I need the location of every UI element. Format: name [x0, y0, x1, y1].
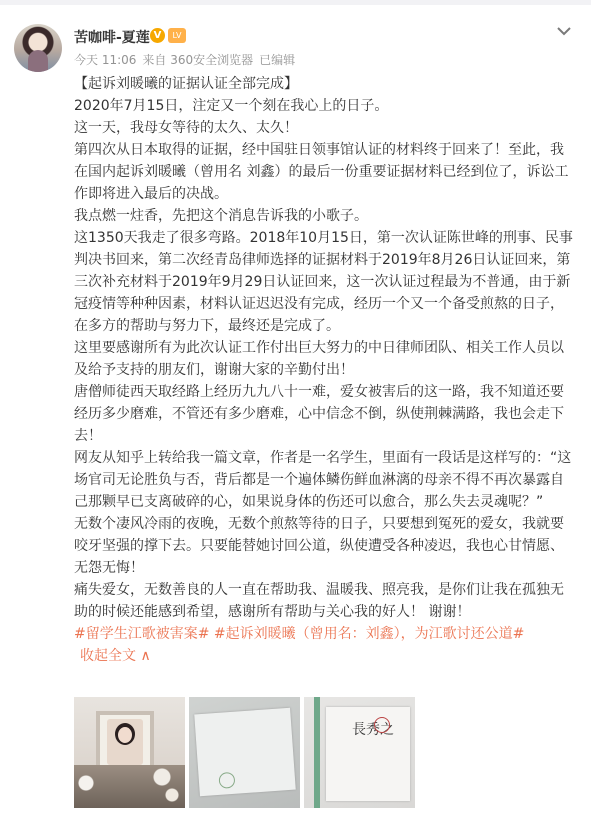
- post-paragraph: 唐僧师徒西天取经路上经历九九八十一难，爱女被害后的这一路，我不知道还要经历多少磨难，不管还有多少磨难，心中信念不倒，纵使荆棘满路，我也会走下去！: [74, 384, 564, 444]
- avatar[interactable]: [14, 24, 62, 72]
- post-paragraph: 痛失爱女，无数善良的人一直在帮助我、温暖我、照亮我，是你们让我在孤独无助的时候还能感到希望，感谢所有帮助与关心我的好人！ 谢谢！: [74, 582, 564, 620]
- seal-text: 長秀之: [352, 722, 394, 738]
- portrait-image: [107, 719, 143, 765]
- post-source: 来自 360安全浏览器: [142, 53, 254, 67]
- post-paragraph: 这1350天我走了很多弯路。2018年10月15日，第一次认证陈世峰的刑事、民事判决书回来，第二次经青岛律师选择的证据材料于2019年8月26日认证回来，第三次补充材料于2019年9月29日认证回来，这一次认证过程最为不普通，由于新冠疫情等种种因素，材料认证迟迟没有完成，经历一个又一个备受煎熬的日子，在多方的帮助与努力下，最终还是完成了。: [74, 230, 573, 334]
- post-paragraph: 网友从知乎上转给我一篇文章，作者是一名学生，里面有一段话是这样写的：“这场官司无论胜负与否，背后都是一个遍体鳞伤鲜血淋漓的母亲不得不再次暴露自己那颗早已支离破碎的心，如果说身体的伤还可以愈合，那么失去灵魂呢？”: [74, 450, 572, 510]
- ribbon-image: [314, 697, 320, 808]
- seal-stamp-icon: [374, 717, 390, 733]
- post-content: [74, 73, 574, 667]
- user-name[interactable]: 苦咖啡-夏莲: [74, 30, 150, 46]
- post-time[interactable]: 今天 11:06: [74, 53, 137, 67]
- post-paragraph: 2020年7月15日，注定又一个刻在我心上的日子。: [74, 98, 389, 114]
- image-thumbnail[interactable]: [74, 697, 185, 808]
- image-thumbnail[interactable]: [189, 697, 300, 808]
- level-badge-icon: LV: [168, 28, 186, 43]
- topic-tags[interactable]: #留学生江歌被害案# #起诉刘暖曦（曾用名：刘鑫），为江歌讨还公道#: [74, 626, 525, 642]
- verified-badge-icon: V: [150, 28, 165, 43]
- post-title: 【起诉刘暖曦的证据认证全部完成】: [74, 76, 298, 92]
- edited-label[interactable]: 已编辑: [259, 53, 296, 67]
- chevron-down-icon[interactable]: [555, 24, 573, 38]
- document-image: [194, 708, 295, 796]
- post-paragraph: 这一天，我母女等待的太久、太久！: [74, 120, 298, 136]
- post-paragraph: 我点燃一炷香，先把这个消息告诉我的小歌子。: [74, 208, 368, 224]
- post-paragraph: 这里要感谢所有为此次认证工作付出巨大努力的中日律师团队、相关工作人员以及给予支持的朋友们，谢谢大家的辛勤付出！: [74, 340, 564, 378]
- flowers-image: [74, 765, 185, 808]
- post-paragraph: 第四次从日本取得的证据，经中国驻日领事馆认证的材料终于回来了！至此，我在国内起诉刘暖曦（曾用名 刘鑫）的最后一份重要证据材料已经到位了，诉讼工作即将进入最后的决战。: [74, 142, 569, 202]
- image-thumbnail[interactable]: [304, 697, 415, 808]
- collapse-button[interactable]: 收起全文 ∧: [80, 648, 151, 664]
- post-paragraph: 无数个凄风冷雨的夜晚，无数个煎熬等待的日子，只要想到冤死的爱女，我就要咬牙坚强的撑下去。只要能替她讨回公道，纵使遭受各种凌迟，我也心甘情愿、无怨无悔！: [74, 516, 564, 576]
- top-divider: [0, 0, 591, 5]
- post-meta: [74, 51, 301, 68]
